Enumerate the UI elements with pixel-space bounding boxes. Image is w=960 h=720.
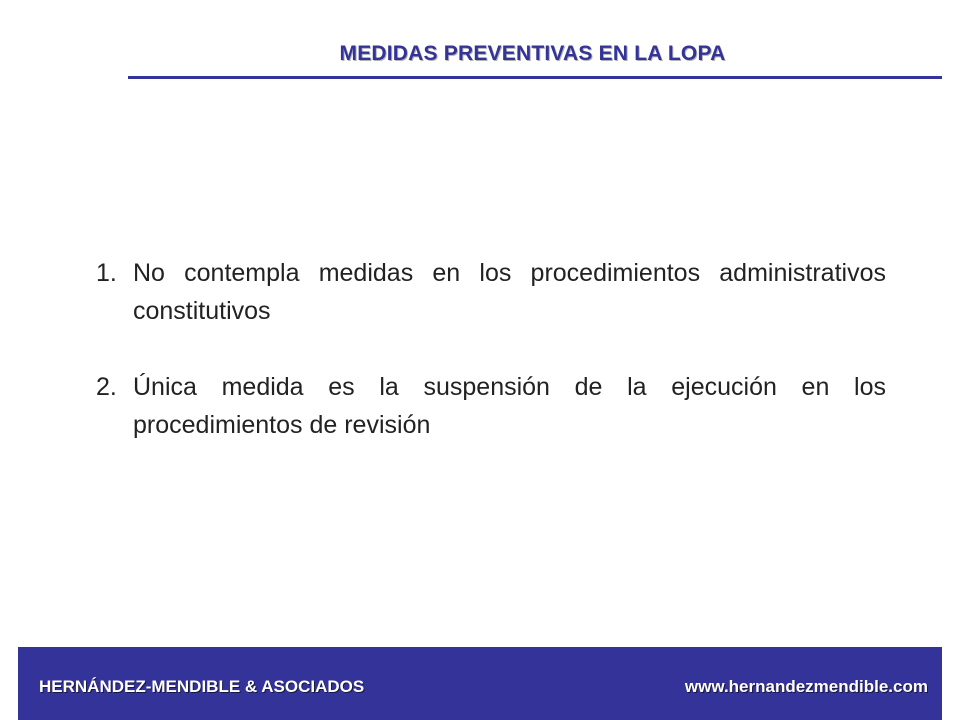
list-item-number: 2. <box>96 373 117 401</box>
list-item-text: No contempla medidas en los procedimientos administrativos constitutivos <box>133 259 886 325</box>
title-underline <box>128 76 942 79</box>
list-item-number: 1. <box>96 259 117 287</box>
footer-bar <box>18 647 942 720</box>
numbered-list <box>96 254 886 482</box>
footer-firm-name: HERNÁNDEZ-MENDIBLE & ASOCIADOS <box>39 677 365 696</box>
list-item-text: Única medida es la suspensión de la ejecución en los procedimientos de revisión <box>133 373 886 439</box>
list-item <box>96 254 886 330</box>
footer-website: www.hernandezmendible.com <box>684 677 928 696</box>
list-item <box>96 368 886 444</box>
slide-title: MEDIDAS PREVENTIVAS EN LA LOPA <box>339 42 726 65</box>
